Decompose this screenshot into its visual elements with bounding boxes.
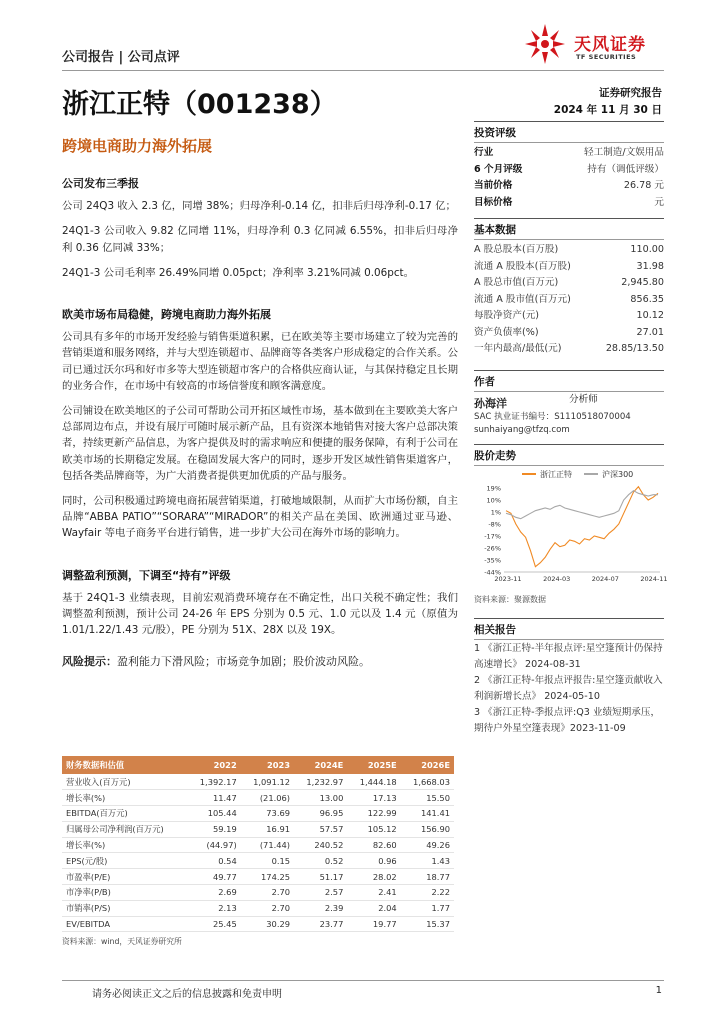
table-header-year: 2022 <box>187 756 240 774</box>
financial-source: 资料来源：wind，天风证券研究所 <box>62 937 182 947</box>
logo-text-en: TF SECURITIES <box>576 53 637 61</box>
author-panel <box>474 370 664 437</box>
table-cell: 2.22 <box>401 885 454 901</box>
related-reports-panel <box>474 618 664 736</box>
section-heading-market: 欧美市场布局稳健，跨境电商助力海外拓展 <box>62 308 271 322</box>
section-heading-q3: 公司发布三季报 <box>62 177 139 190</box>
table-row <box>62 853 454 869</box>
table-cell: 2.13 <box>187 900 240 916</box>
main-content <box>62 176 458 671</box>
basic-value: 10.12 <box>636 310 664 321</box>
report-category: 公司报告 | 公司点评 <box>62 50 180 65</box>
stock-chart-title: 股价走势 <box>474 444 664 466</box>
table-cell: 0.54 <box>187 853 240 869</box>
table-cell: 0.52 <box>294 853 347 869</box>
table-row-label: 归属母公司净利润(百万元) <box>62 821 187 837</box>
table-cell: 156.90 <box>401 821 454 837</box>
risk-warning <box>62 654 458 670</box>
table-cell: 28.02 <box>347 869 400 885</box>
table-cell: 240.52 <box>294 837 347 853</box>
table-cell: 2.70 <box>241 885 294 901</box>
basic-value: 2,945.80 <box>621 277 664 288</box>
y-tick-label: -44% <box>484 568 501 577</box>
x-tick-label: 2023-11 <box>494 575 522 583</box>
financial-summary <box>62 756 454 947</box>
table-row <box>62 774 454 790</box>
table-cell: 57.57 <box>294 821 347 837</box>
basic-data-row <box>474 242 664 259</box>
rating-key: 当前价格 <box>474 180 513 191</box>
table-cell: 2.39 <box>294 900 347 916</box>
table-cell: 1,091.12 <box>241 774 294 790</box>
table-row-label: EPS(元/股) <box>62 853 187 869</box>
table-header-year: 2026E <box>401 756 454 774</box>
author-heading: 作者 <box>474 370 664 392</box>
table-cell: 11.47 <box>187 790 240 806</box>
table-cell: 59.19 <box>187 821 240 837</box>
rating-key: 目标价格 <box>474 196 513 208</box>
y-tick-label: -35% <box>484 556 501 565</box>
x-tick-label: 2024-03 <box>543 575 571 583</box>
table-cell: 19.77 <box>347 916 400 932</box>
footer-divider <box>62 980 664 981</box>
basic-key: 资产负债率(%) <box>474 326 539 338</box>
author-email[interactable]: sunhaiyang@tfzq.com <box>474 425 570 435</box>
table-header-year: 2023 <box>241 756 294 774</box>
table-cell: 1,444.18 <box>347 774 400 790</box>
report-subtitle: 跨境电商助力海外拓展 <box>62 137 213 155</box>
y-tick-label: -26% <box>484 544 501 553</box>
rating-value: 元 <box>654 196 664 208</box>
stock-price-chart <box>474 460 668 590</box>
table-cell: 2.04 <box>347 900 400 916</box>
footer-disclaimer: 请务必阅读正文之后的信息披露和免责申明 <box>92 989 282 1000</box>
table-cell: 141.41 <box>401 806 454 822</box>
basic-key: 一年内最高/最低(元) <box>474 343 562 354</box>
table-cell: 96.95 <box>294 806 347 822</box>
table-cell: 2.69 <box>187 885 240 901</box>
table-cell: 2.57 <box>294 885 347 901</box>
table-row-label: 营业收入(百万元) <box>62 774 187 790</box>
basic-value: 27.01 <box>636 326 664 338</box>
table-cell: 2.41 <box>347 885 400 901</box>
table-cell: (71.44) <box>241 837 294 853</box>
table-cell: 23.77 <box>294 916 347 932</box>
rating-key: 6 个月评级 <box>474 163 523 175</box>
author-name: 孙海洋 <box>474 397 507 410</box>
table-cell: 1.43 <box>401 853 454 869</box>
basic-data-row <box>474 292 664 309</box>
financial-table <box>62 756 454 932</box>
section-heading-forecast: 调整盈利预测，下调至“持有”评级 <box>62 568 231 582</box>
basic-value: 110.00 <box>630 244 664 255</box>
paragraph: 24Q1-3 公司收入 9.82 亿同增 11%，归母净利 0.3 亿同减 6.55%，扣非后归母净利 0.36 亿同减 33%； <box>62 225 458 254</box>
rating-row <box>474 145 664 162</box>
table-cell: 174.25 <box>241 869 294 885</box>
author-role: 分析师 <box>569 394 598 405</box>
table-row-label: 增长率(%) <box>62 790 187 806</box>
table-row-label: 增长率(%) <box>62 837 187 853</box>
basic-key: 流通 A 股股本(百万股) <box>474 260 571 272</box>
related-reports-title: 相关报告 <box>474 618 664 640</box>
table-cell: 51.17 <box>294 869 347 885</box>
paragraph: 公司铺设在欧美地区的子公司可帮助公司开拓区域性市场，基本做到在主要欧美大客户总部周边布点，并设有展厅可随时展示新产品，且有资深本地销售对接大客户总部决策者，持续更新产品信息，为客户提供及时的需求响应和便捷的服务保障，有利于公司在欧美市场的长期稳定发展。在稳固发展大客户的同时，逐步开发区域性销售渠道客户，包括各类品牌商等，为广大消费者提供更加优质的产品与服务。 <box>62 405 458 482</box>
related-report-link[interactable]: 2 《浙江正特-年报点评报告:星空篷贡献收入利润新增长点》 2024-05-10 <box>474 675 663 702</box>
chart-source: 资料来源：聚源数据 <box>474 595 546 604</box>
basic-data-title: 基本数据 <box>474 218 664 240</box>
table-row <box>62 869 454 885</box>
basic-value: 31.98 <box>636 260 664 272</box>
report-type: 证券研究报告 <box>599 87 662 99</box>
risk-text: 盈利能力下滑风险；市场竞争加剧；股价波动风险。 <box>117 655 370 669</box>
table-cell: 18.77 <box>401 869 454 885</box>
basic-key: 流通 A 股市值(百万元) <box>474 293 571 305</box>
table-cell: (21.06) <box>241 790 294 806</box>
table-row <box>62 821 454 837</box>
company-title: 浙江正特（001238） <box>62 89 337 120</box>
table-row <box>62 837 454 853</box>
rating-value: 轻工制造/文娱用品 <box>584 147 664 158</box>
paragraph: 24Q1-3 公司毛利率 26.49%同增 0.05pct；净利率 3.21%同减 0.06pct。 <box>62 266 415 279</box>
table-header-year: 2024E <box>294 756 347 774</box>
author-sac-number: SAC 执业证书编号：S1110518070004 <box>474 412 631 422</box>
table-row-label: 市净率(P/B) <box>62 885 187 901</box>
table-row <box>62 885 454 901</box>
table-row-label: EV/EBITDA <box>62 916 187 932</box>
rating-row <box>474 162 664 179</box>
table-cell: 13.00 <box>294 790 347 806</box>
page-number: 1 <box>655 985 662 996</box>
table-header-year: 2025E <box>347 756 400 774</box>
table-cell: 1.77 <box>401 900 454 916</box>
table-cell: 49.26 <box>401 837 454 853</box>
table-cell: 30.29 <box>241 916 294 932</box>
y-tick-label: 1% <box>490 508 501 517</box>
tf-logo-icon <box>520 22 570 66</box>
table-row <box>62 916 454 932</box>
table-cell: 1,232.97 <box>294 774 347 790</box>
table-cell: 0.15 <box>241 853 294 869</box>
table-cell: 15.50 <box>401 790 454 806</box>
risk-label: 风险提示： <box>62 655 117 669</box>
legend-label: 浙江正特 <box>540 470 572 479</box>
table-row-label: 市销率(P/S) <box>62 900 187 916</box>
company-logo <box>520 16 670 72</box>
basic-key: A 股总股本(百万股) <box>474 244 559 255</box>
basic-key: 每股净资产(元) <box>474 310 540 321</box>
x-tick-label: 2024-07 <box>591 575 619 583</box>
y-tick-label: 19% <box>486 484 501 493</box>
table-cell: 0.96 <box>347 853 400 869</box>
y-tick-label: 10% <box>486 496 501 505</box>
table-header-label: 财务数据和估值 <box>62 756 187 774</box>
table-cell: 16.91 <box>241 821 294 837</box>
table-cell: 17.13 <box>347 790 400 806</box>
report-date: 2024 年 11 月 30 日 <box>553 104 662 116</box>
table-cell: 49.77 <box>187 869 240 885</box>
rating-panel <box>474 121 664 211</box>
table-cell: 122.99 <box>347 806 400 822</box>
table-cell: 15.37 <box>401 916 454 932</box>
table-row <box>62 790 454 806</box>
basic-value: 856.35 <box>630 293 664 305</box>
paragraph: 公司 24Q3 收入 2.3 亿，同增 38%；归母净利-0.14 亿，扣非后归母净利-0.17 亿； <box>62 200 456 213</box>
basic-data-row <box>474 325 664 342</box>
basic-data-row <box>474 275 664 292</box>
rating-row <box>474 195 664 212</box>
basic-data-row <box>474 341 664 358</box>
rating-value: 持有（调低评级） <box>587 163 664 175</box>
table-row-label: EBITDA(百万元) <box>62 806 187 822</box>
table-cell: 1,668.03 <box>401 774 454 790</box>
paragraph: 基于 24Q1-3 业绩表现，目前宏观消费环境存在不确定性，出口关税不确定性；我们调整盈利预测，预计公司 24-26 年 EPS 分别为 0.5 元、1.0 元以及 1.4 元（原值为 1.01/1.22/1.43 元/股），PE 分别为 51X、28X 以及 19X。 <box>62 591 458 637</box>
basic-value: 28.85/13.50 <box>605 343 664 354</box>
table-cell: 25.45 <box>187 916 240 932</box>
table-cell: 73.69 <box>241 806 294 822</box>
rating-title: 投资评级 <box>474 121 664 143</box>
rating-value: 26.78 元 <box>623 180 664 191</box>
table-cell: 105.44 <box>187 806 240 822</box>
financial-header-row <box>62 756 454 774</box>
y-tick-label: -8% <box>488 520 501 529</box>
legend-label: 沪深300 <box>602 470 634 479</box>
x-tick-label: 2024-11 <box>640 575 668 583</box>
table-cell: 1,392.17 <box>187 774 240 790</box>
table-row-label: 市盈率(P/E) <box>62 869 187 885</box>
table-row <box>62 900 454 916</box>
basic-data-row <box>474 259 664 276</box>
rating-key: 行业 <box>474 147 494 158</box>
basic-data-panel <box>474 218 664 358</box>
basic-data-row <box>474 308 664 325</box>
table-cell: 105.12 <box>347 821 400 837</box>
logo-text-cn: 天风证券 <box>574 35 646 55</box>
related-report-link[interactable]: 3 《浙江正特-季报点评:Q3 业绩短期承压，期待户外星空篷表现》2023-11-09 <box>474 707 661 734</box>
table-cell: 82.60 <box>347 837 400 853</box>
series-line-company <box>506 487 658 567</box>
table-row <box>62 806 454 822</box>
rating-row <box>474 178 664 195</box>
paragraph: 同时，公司积极通过跨境电商拓展营销渠道，打破地域限制，从而扩大市场份额，自主品牌“ABBA PATIO”“SORARA”“MIRADOR”的相关产品在美国、欧洲通过亚马逊、Wayfair 等电子商务平台进行销售，进一步扩大公司在海外市场的影响力。 <box>62 495 458 540</box>
series-line-index <box>506 491 658 519</box>
header-divider <box>62 70 664 71</box>
related-report-link[interactable]: 1 《浙江正特-半年报点评:星空篷预计仍保持高速增长》 2024-08-31 <box>474 643 663 670</box>
basic-key: A 股总市值(百万元) <box>474 277 559 288</box>
stock-chart-svg <box>474 460 668 590</box>
table-cell: (44.97) <box>187 837 240 853</box>
paragraph: 公司具有多年的市场开发经验与销售渠道积累，已在欧美等主要市场建立了较为完善的营销渠道和服务网络，并与大型连锁超市、品牌商等各类客户形成稳定的合作关系。公司已通过沃尔玛和好市多等大型连锁超市客户的合格供应商认证，与其保持稳定且长期的业务合作，在市场中有较高的市场信誉度和顾客满意度。 <box>62 331 458 392</box>
y-tick-label: -17% <box>484 532 501 541</box>
table-cell: 2.70 <box>241 900 294 916</box>
